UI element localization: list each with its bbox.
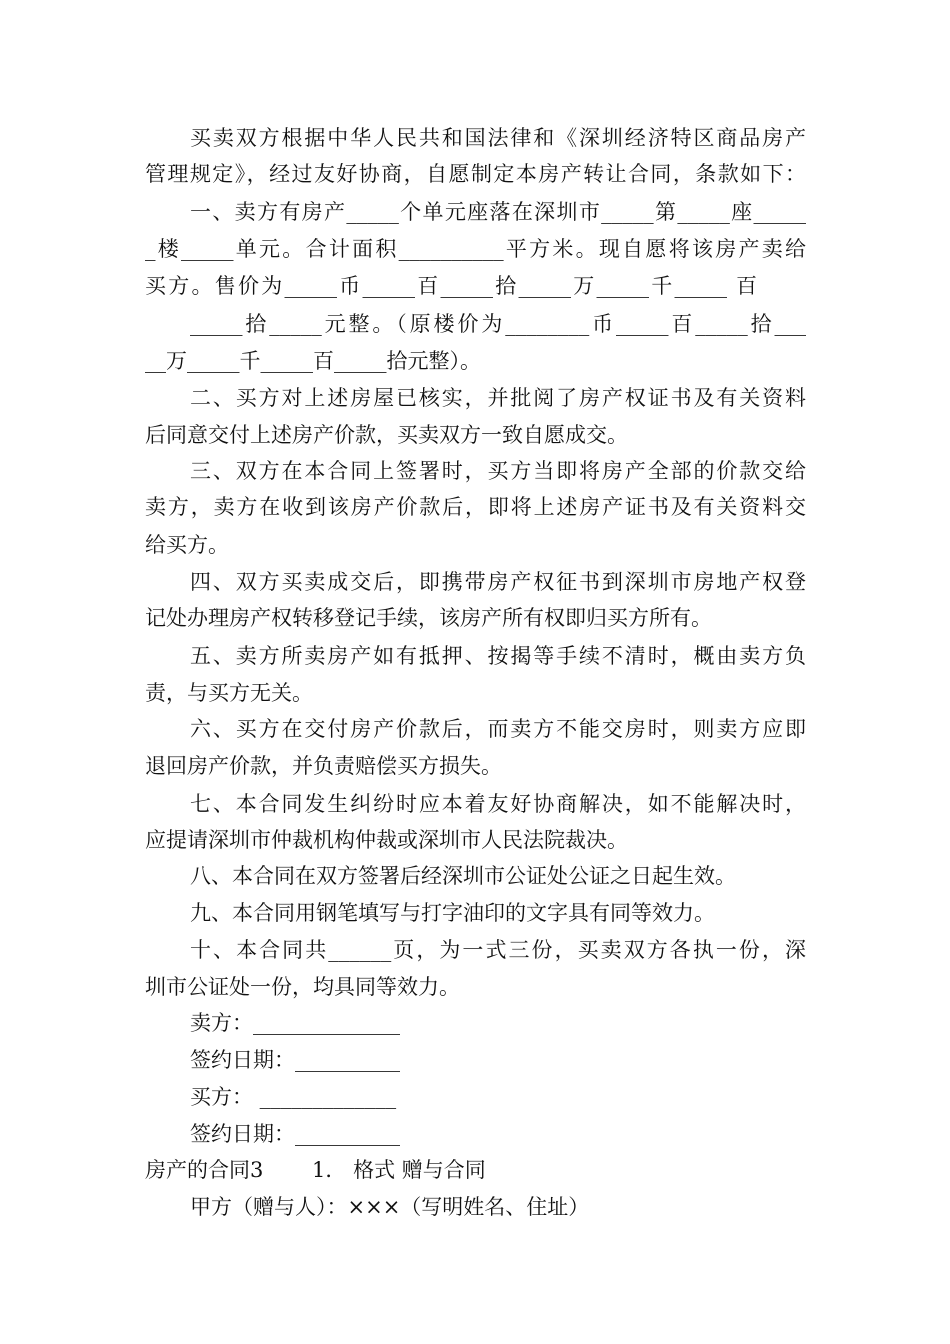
clause-1-line-2: _楼_____单元。合计面积__________平方米。现自愿将该房产卖给 bbox=[145, 237, 806, 261]
clause-1-line-4: _____拾_____元整。（原楼价为________币_____百_____拾___ bbox=[190, 312, 806, 336]
seller-sign-date: 签约日期：__________ bbox=[190, 1048, 400, 1072]
clause-9: 九、本合同用钢笔填写与打字油印的文字具有同等效力。 bbox=[190, 901, 715, 925]
buyer-signature: 买方： _____________ bbox=[190, 1085, 397, 1109]
clause-6-line-1: 六、买方在交付房产价款后，而卖方不能交房时，则卖方应即 bbox=[190, 717, 806, 741]
next-contract-heading: 房产的合同3 1． 格式 赠与合同 bbox=[145, 1158, 486, 1182]
clause-2-line-2: 后同意交付上述房产价款，买卖双方一致自愿成交。 bbox=[145, 423, 628, 447]
clause-8: 八、本合同在双方签署后经深圳市公证处公证之日起生效。 bbox=[190, 864, 736, 888]
clause-4-line-1: 四、双方买卖成交后，即携带房产权征书到深圳市房地产权登 bbox=[190, 570, 806, 594]
clause-3-line-1: 三、双方在本合同上签署时，买方当即将房产全部的价款交给 bbox=[190, 459, 806, 483]
clause-1-line-1: 一、卖方有房产_____个单元座落在深圳市_____第_____座_____ bbox=[190, 200, 806, 224]
intro-line-1: 买卖双方根据中华人民共和国法律和《深圳经济特区商品房产 bbox=[190, 126, 806, 150]
clause-2-line-1: 二、买方对上述房屋已核实，并批阅了房产权证书及有关资料 bbox=[190, 386, 806, 410]
clause-4-line-2: 记处办理房产权转移登记手续，该房产所有权即归买方所有。 bbox=[145, 606, 712, 630]
clause-10-line-1: 十、本合同共______页，为一式三份，买卖双方各执一份，深 bbox=[190, 938, 806, 962]
party-a-line: 甲方（赠与人）：×××（写明姓名、住址） bbox=[190, 1195, 590, 1219]
clause-6-line-2: 退回房产价款，并负责赔偿买方损失。 bbox=[145, 754, 502, 778]
intro-line-2: 管理规定》，经过友好协商，自愿制定本房产转让合同，条款如下： bbox=[145, 162, 806, 186]
clause-5-line-1: 五、卖方所卖房产如有抵押、按揭等手续不清时，概由卖方负 bbox=[190, 644, 806, 668]
clause-1-line-5: __万_____千_____百_____拾元整）。 bbox=[145, 349, 481, 373]
clause-10-line-2: 圳市公证处一份，均具同等效力。 bbox=[145, 975, 460, 999]
buyer-sign-date: 签约日期：__________ bbox=[190, 1122, 400, 1146]
clause-3-line-2: 卖方，卖方在收到该房产价款后，即将上述房产证书及有关资料交 bbox=[145, 495, 806, 519]
clause-1-line-3: 买方。售价为_____币_____百_____拾_____万_____千_____ 百 bbox=[145, 274, 757, 298]
clause-7-line-2: 应提请深圳市仲裁机构仲裁或深圳市人民法院裁决。 bbox=[145, 828, 628, 852]
seller-signature: 卖方：______________ bbox=[190, 1011, 400, 1035]
clause-5-line-2: 责，与买方无关。 bbox=[145, 681, 313, 705]
clause-3-line-3: 给买方。 bbox=[145, 533, 229, 557]
clause-7-line-1: 七、本合同发生纠纷时应本着友好协商解决，如不能解决时， bbox=[190, 792, 806, 816]
